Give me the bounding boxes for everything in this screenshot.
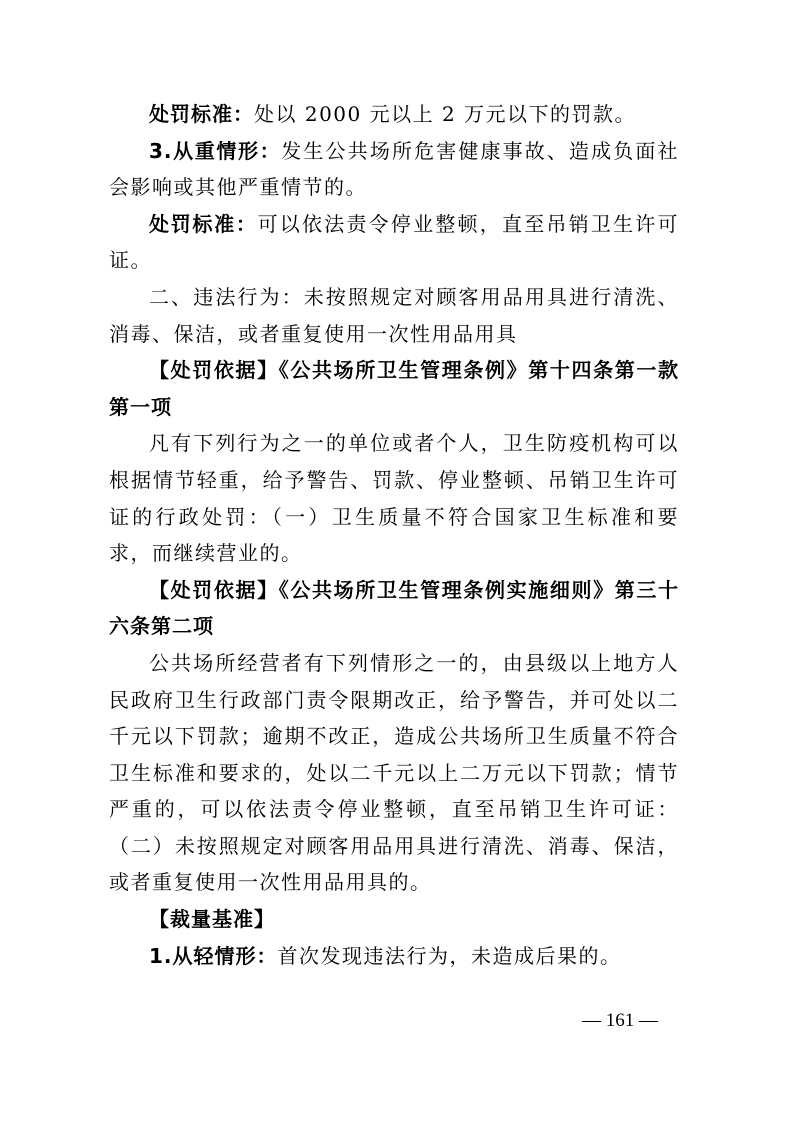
paragraph-mitigating-circumstance bbox=[109, 938, 679, 975]
paragraph-violation: 二、违法行为：未按照规定对顾客用品用具进行清洗、消毒、保洁，或者重复使用一次性用品用具 bbox=[109, 284, 679, 346]
paragraph-legal-text: 公共场所经营者有下列情形之一的，由县级以上地方人民政府卫生行政部门责令限期改正，给予警告，并可处以二千元以下罚款；逾期不改正，造成公共场所卫生质量不符合卫生标准和要求的，处以二千元以上二万元以下罚款；情节严重的，可以依法责令停业整顿，直至吊销卫生许可证：（二）未按照规定对顾客用品用具进行清洗、消毒、保洁，或者重复使用一次性用品用具的。 bbox=[109, 650, 679, 895]
paragraph-text: 可以依法责令停业整顿，直至吊销卫生许可证。 bbox=[109, 211, 680, 273]
paragraph-text: 首次发现违法行为，未造成后果的。 bbox=[277, 943, 622, 968]
section-heading-discretion-standard: 【裁量基准】 bbox=[149, 907, 275, 932]
label: 处罚标准： bbox=[149, 211, 258, 236]
label: 3.从重情形： bbox=[149, 138, 282, 163]
label: 1.从轻情形： bbox=[149, 943, 278, 968]
paragraph-legal-text: 凡有下列行为之一的单位或者个人，卫生防疫机构可以根据情节轻重，给予警告、罚款、停业整顿、吊销卫生许可证的行政处罚：（一）卫生质量不符合国家卫生标准和要求，而继续营业的。 bbox=[109, 431, 679, 566]
section-heading-legal-basis: 【处罚依据】《公共场所卫生管理条例实施细则》第三十六条第二项 bbox=[109, 577, 679, 639]
paragraph-penalty-standard bbox=[109, 206, 679, 279]
page-number: — 161 — bbox=[582, 1010, 658, 1031]
paragraph-penalty-standard bbox=[109, 96, 679, 133]
paragraph-aggravating-circumstance bbox=[109, 133, 679, 206]
label: 处罚标准： bbox=[149, 102, 254, 126]
paragraph-text: 发生公共场所危害健康事故、造成负面社会影响或其他严重情节的。 bbox=[109, 138, 680, 200]
paragraph-text: 处以 2000 元以上 2 万元以下的罚款。 bbox=[254, 102, 637, 126]
section-heading-legal-basis: 【处罚依据】《公共场所卫生管理条例》第十四条第一款第一项 bbox=[109, 358, 679, 419]
body-text bbox=[109, 96, 679, 974]
